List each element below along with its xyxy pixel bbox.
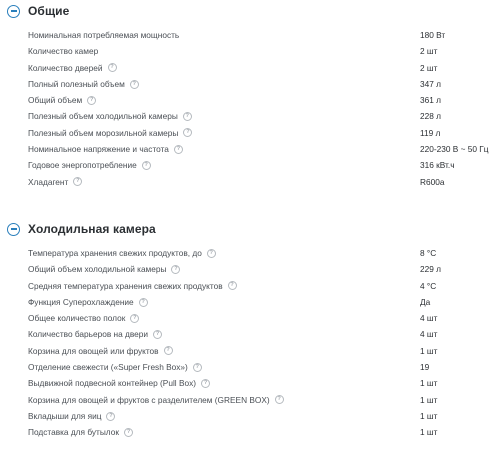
spec-value: 228 л	[420, 111, 441, 122]
spec-label	[28, 294, 148, 310]
spec-row	[0, 245, 500, 261]
spec-label	[28, 157, 151, 173]
info-icon[interactable]: ?	[183, 112, 192, 121]
spec-label-text: Выдвижной подвесной контейнер (Pull Box)	[28, 378, 196, 389]
spec-row	[0, 76, 500, 92]
info-icon[interactable]: ?	[207, 249, 216, 258]
spec-label-text: Годовое энергопотребление	[28, 160, 137, 171]
spec-label-text: Общее количество полок	[28, 313, 126, 324]
spec-label-text: Подставка для бутылок	[28, 427, 119, 438]
spec-value: 1 шт	[420, 394, 438, 405]
info-icon[interactable]: ?	[130, 80, 139, 89]
spec-list	[0, 245, 500, 441]
spec-label-text: Количество дверей	[28, 62, 103, 73]
info-icon[interactable]: ?	[153, 330, 162, 339]
spec-row	[0, 60, 500, 76]
spec-value: 220-230 В ~ 50 Гц	[420, 144, 489, 155]
spec-label	[28, 278, 237, 294]
spec-value: 361 л	[420, 95, 441, 106]
spec-label-text: Полный полезный объем	[28, 78, 125, 89]
spec-value: 2 шт	[420, 46, 438, 57]
spec-label-text: Полезный объем морозильной камеры	[28, 127, 179, 138]
info-icon[interactable]: ?	[171, 265, 180, 274]
spec-value: 19	[420, 362, 430, 373]
spec-row	[0, 424, 500, 440]
spec-value: 4 °С	[420, 280, 437, 291]
spec-row	[0, 343, 500, 359]
spec-label	[28, 408, 115, 424]
spec-label	[28, 141, 183, 157]
spec-label	[28, 92, 96, 108]
spec-label-text: Номинальное напряжение и частота	[28, 144, 169, 155]
spec-row	[0, 125, 500, 141]
info-icon[interactable]: ?	[87, 96, 96, 105]
spec-value: 119 л	[420, 127, 441, 138]
collapse-icon[interactable]	[7, 5, 20, 18]
info-icon[interactable]: ?	[228, 281, 237, 290]
spec-row	[0, 294, 500, 310]
spec-label-text: Вкладыши для яиц	[28, 410, 102, 421]
spec-label	[28, 375, 210, 391]
spec-value: 2 шт	[420, 62, 438, 73]
spec-label	[28, 27, 179, 43]
spec-label	[28, 43, 98, 59]
spec-label-text: Номинальная потребляемая мощность	[28, 30, 180, 40]
spec-row	[0, 375, 500, 391]
spec-label	[28, 343, 173, 359]
spec-label	[28, 245, 216, 261]
spec-list	[0, 27, 500, 190]
spec-label-text: Корзина для овощей или фруктов	[28, 345, 159, 356]
spec-label-text: Количество барьеров на двери	[28, 329, 149, 340]
spec-label	[28, 310, 139, 326]
spec-value: Да	[420, 296, 431, 307]
spec-value: 4 шт	[420, 329, 438, 340]
spec-value: 180 Вт	[420, 30, 446, 40]
spec-label	[28, 60, 117, 76]
info-icon[interactable]: ?	[130, 314, 139, 323]
spec-value: 1 шт	[420, 378, 438, 389]
spec-value: 1 шт	[420, 427, 438, 438]
spec-row	[0, 278, 500, 294]
spec-label-text: Функция Суперохлаждение	[28, 296, 134, 307]
spec-value: 1 шт	[420, 410, 438, 421]
spec-label-text: Общий объем	[28, 95, 83, 106]
spec-label	[28, 261, 180, 277]
spec-value: 8 °С	[420, 248, 437, 258]
spec-label	[28, 359, 202, 375]
info-icon[interactable]: ?	[139, 298, 148, 307]
spec-row	[0, 408, 500, 424]
spec-label	[28, 392, 284, 408]
section-general-header[interactable]	[7, 1, 69, 21]
spec-row	[0, 359, 500, 375]
spec-row	[0, 174, 500, 190]
info-icon[interactable]: ?	[174, 145, 183, 154]
info-icon[interactable]: ?	[124, 428, 133, 437]
spec-label-text: Полезный объем холодильной камеры	[28, 111, 178, 122]
spec-row	[0, 92, 500, 108]
info-icon[interactable]: ?	[201, 379, 210, 388]
spec-value: 4 шт	[420, 313, 438, 324]
spec-value: 316 кВт.ч	[420, 160, 455, 171]
info-icon[interactable]: ?	[142, 161, 151, 170]
spec-label-text: Общий объем холодильной камеры	[28, 264, 167, 275]
spec-label	[28, 125, 192, 141]
spec-label	[28, 108, 192, 124]
spec-row	[0, 261, 500, 277]
spec-label	[28, 76, 139, 92]
spec-value: 1 шт	[420, 345, 438, 356]
spec-label	[28, 424, 133, 440]
spec-value: R600a	[420, 176, 445, 187]
spec-label-text: Корзина для овощей и фруктов с разделителем (GREEN BOX)	[28, 394, 270, 405]
spec-label-text: Хладагент	[28, 176, 69, 187]
info-icon[interactable]: ?	[164, 346, 173, 355]
info-icon[interactable]: ?	[275, 395, 284, 404]
spec-label-text: Количество камер	[28, 46, 99, 57]
spec-label-text: Температура хранения свежих продуктов, до	[28, 248, 202, 258]
section-title: Холодильная камера	[28, 222, 156, 236]
spec-row	[0, 27, 500, 43]
spec-row	[0, 392, 500, 408]
spec-row	[0, 108, 500, 124]
section-fridge-header[interactable]	[7, 219, 156, 239]
spec-label-text: Отделение свежести («Super Fresh Box»)	[28, 362, 188, 373]
spec-label-text: Средняя температура хранения свежих продуктов	[28, 280, 223, 291]
spec-row	[0, 310, 500, 326]
info-icon[interactable]: ?	[183, 128, 192, 137]
info-icon[interactable]: ?	[193, 363, 202, 372]
collapse-icon[interactable]	[7, 223, 20, 236]
spec-label	[28, 326, 162, 342]
info-icon[interactable]: ?	[106, 412, 115, 421]
info-icon[interactable]: ?	[73, 177, 82, 186]
spec-value: 229 л	[420, 264, 441, 275]
spec-row	[0, 157, 500, 173]
info-icon[interactable]: ?	[108, 63, 117, 72]
section-title: Общие	[28, 4, 70, 18]
spec-row	[0, 326, 500, 342]
spec-value: 347 л	[420, 78, 441, 89]
spec-label	[28, 174, 82, 190]
spec-row	[0, 43, 500, 59]
spec-row	[0, 141, 500, 157]
